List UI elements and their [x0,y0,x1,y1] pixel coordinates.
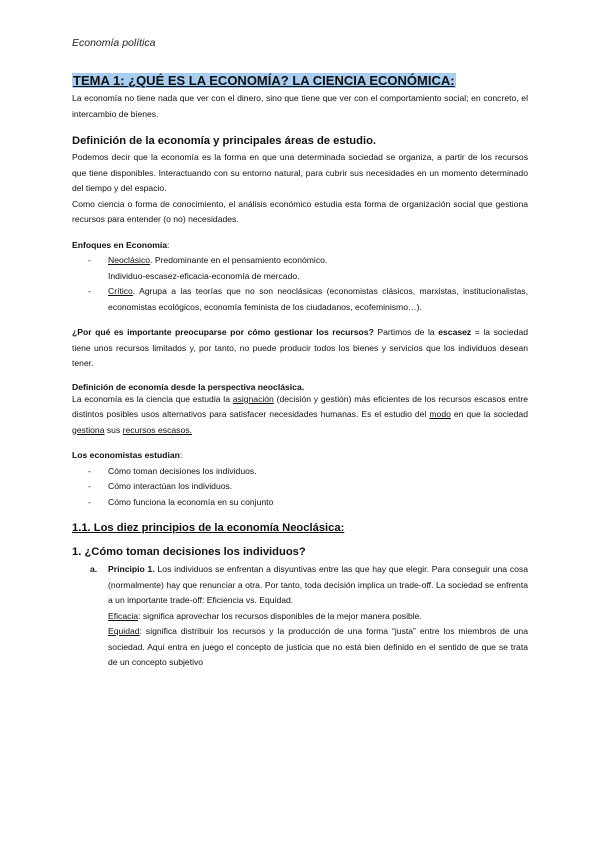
enfoques-list [72,253,528,315]
neoclassic-definition-heading: Definición de economía desde la perspectiva neoclásica. [72,381,305,392]
importance-paragraph: ¿Por qué es importante preocuparse por cómo gestionar los recursos? Partimos de la escasez = la sociedad tiene unos recursos limitados y, por tanto, no puede producir todos los bienes y servicios que los individuos desean tener. [72,327,528,368]
list-item: a. Principio 1. Los individuos se enfrentan a disyuntivas entre las que hay que elegir. Para conseguir una cosa (normalmente) hay que renunciar a otra. Por tanto, toda decisión implica un trade-off. La sociedad se enfrenta a un importante trade-off: Eficiencia vs. Equidad. Eficacia: significa aprovechar los recursos disponibles de la mejor manera posible. Equidad: significa distribuir los recursos y la producción de una forma “justa” entre los miembros de una sociedad. Aquí entra en juego el concepto de justicia que no está bien definido en el sentido de que se trata de un concepto subjetivo [90,564,529,667]
term-neoclasico: Neoclásico [108,255,151,265]
list-item: - Cómo interactúan los individuos. [108,479,528,495]
list-item: - Crítico. Agrupa a las teorías que no son neoclásicas (economistas clásicos, marxistas, institucionalistas, economistas ecológicos, economía feminista de los ciudadanos, ecofeminismo…). [108,284,528,315]
principles-list [72,562,528,671]
section-heading-definition: Definición de la economía y principales áreas de estudio. [72,135,377,147]
term-critico: Crítico [108,286,133,296]
list-marker: a. [90,564,98,574]
principle-label: Principio 1. [108,564,155,574]
term-eficacia: Eficacia [108,610,139,621]
economists-list [72,464,528,511]
intro-paragraph: La economía no tiene nada que ver con el dinero, sino que tiene que ver con el comportamiento social; en concreto, el intercambio de bienes. [72,93,528,119]
term-equidad: Equidad [108,626,140,636]
economists-heading: Los economistas estudian: [72,450,183,460]
document-body [72,72,528,671]
neoclassic-definition-paragraph: La economía es la ciencia que estudia la asignación (decisión y gestión) más eficientes de los recursos escasos entre distintos posibles usos alternativos para satisfacer necesidades humanas. Es el estudio del modo en que la sociedad gestiona sus recursos escasos. [72,393,528,435]
principles-title: 1.1. Los diez principios de la economía Neoclásica: [72,522,345,534]
definition-paragraph-2: Como ciencia o forma de conocimiento, el análisis económico estudia esta forma de organización social que gestiona recursos para entender (o no) necesidades. [72,198,528,224]
page-title: TEMA 1: ¿QUÉ ES LA ECONOMÍA? LA CIENCIA ECONÓMICA: [73,73,455,88]
list-item: - Cómo toman decisiones los individuos. [108,464,528,480]
running-header: Economía política [72,37,156,49]
list-item: - Neoclásico. Predominante en el pensamiento económico. Individuo-escasez-eficacia-economía de mercado. [108,253,528,284]
neoclasico-subline: Individuo-escasez-eficacia-economía de mercado. [108,270,300,281]
enfoques-heading: Enfoques en Economía: [72,239,170,250]
decisions-heading: 1. ¿Cómo toman decisiones los individuos? [72,546,306,558]
definition-paragraph-1: Podemos decir que la economía es la forma en que una determinada sociedad se organiza, a partir de los recursos que tiene disponibles. Interactuando con su entorno natural, para cubrir sus necesidades en un momento determinado del tiempo y del espacio. [72,152,528,193]
list-item: - Cómo funciona la economía en su conjunto [108,495,528,511]
